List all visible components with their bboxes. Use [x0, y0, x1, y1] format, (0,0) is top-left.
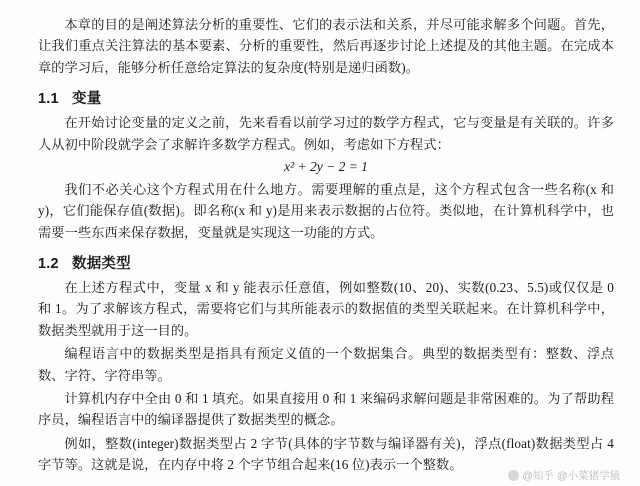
paragraph-1-2-d: 例如，整数(integer)数据类型占 2 字节(具体的字节数与编译器有关)，浮点(float)数据类型占 4 字节等。这就是说，在内存中将 2 个字节组合起来(16 位)表示一个整数。 [38, 435, 614, 472]
paragraph-1-1-b: 我们不必关心这个方程式用在什么地方。需要理解的重点是，这个方程式包含一些名称(x 和 y)，它们能保存值(数据)。即名称(x 和 y)是用来表示数据的占位符。类似地，在计算机科学中，也需要一些东西来保存数据，变量就是实现这一功能的方式。 [38, 181, 614, 240]
section-number: 1.2 [38, 256, 59, 272]
section-heading-1-1 [38, 87, 614, 108]
paragraph-intro: 本章的目的是阐述算法分析的重要性、它们的表示法和关系，并尽可能求解多个问题。首先，让我们重点关注算法的基本要素、分析的重要性，然后再逐步讨论上述提及的其他主题。在完成本章的学习后，能够分析任意给定算法的复杂度(特别是递归函数)。 [38, 17, 614, 75]
paragraph-1-2-c: 计算机内存中全由 0 和 1 填充。如果直接用 0 和 1 来编码求解问题是非常困难的。为了帮助程序员，编程语言中的编译器提供了数据类型的概念。 [38, 390, 614, 428]
paragraph-1-1-a: 在开始讨论变量的定义之前，先来看看以前学习过的数学方程式，它与变量是有关联的。许多人从初中阶段就学会了求解许多数学方程式。例如，考虑如下方程式： [38, 115, 614, 152]
watermark [508, 468, 620, 483]
section-number: 1.1 [38, 91, 59, 108]
paragraph-1-2-b: 编程语言中的数据类型是指具有预定义值的一个数据集合。典型的数据类型有：整数、浮点数、字符、字符串等。 [38, 346, 614, 383]
section-heading-1-2 [38, 252, 614, 273]
section-title: 数据类型 [72, 256, 131, 272]
paragraph-1-2-a: 在上述方程式中，变量 x 和 y 能表示任意值，例如整数(10、20)、实数(0.23、5.5)或仅仅是 0 和 1。为了求解该方程式，需要将它们与其所能表示的数据值的类型关联起来。在计算机科学中，数据类型就用于这一目的。 [38, 280, 614, 338]
avatar-icon [508, 470, 519, 481]
watermark-text: @知乎 @小菜猪学猿 [522, 470, 620, 482]
math-formula: x² + 2y − 2 = 1 [284, 158, 368, 174]
section-title: 变量 [72, 91, 102, 108]
